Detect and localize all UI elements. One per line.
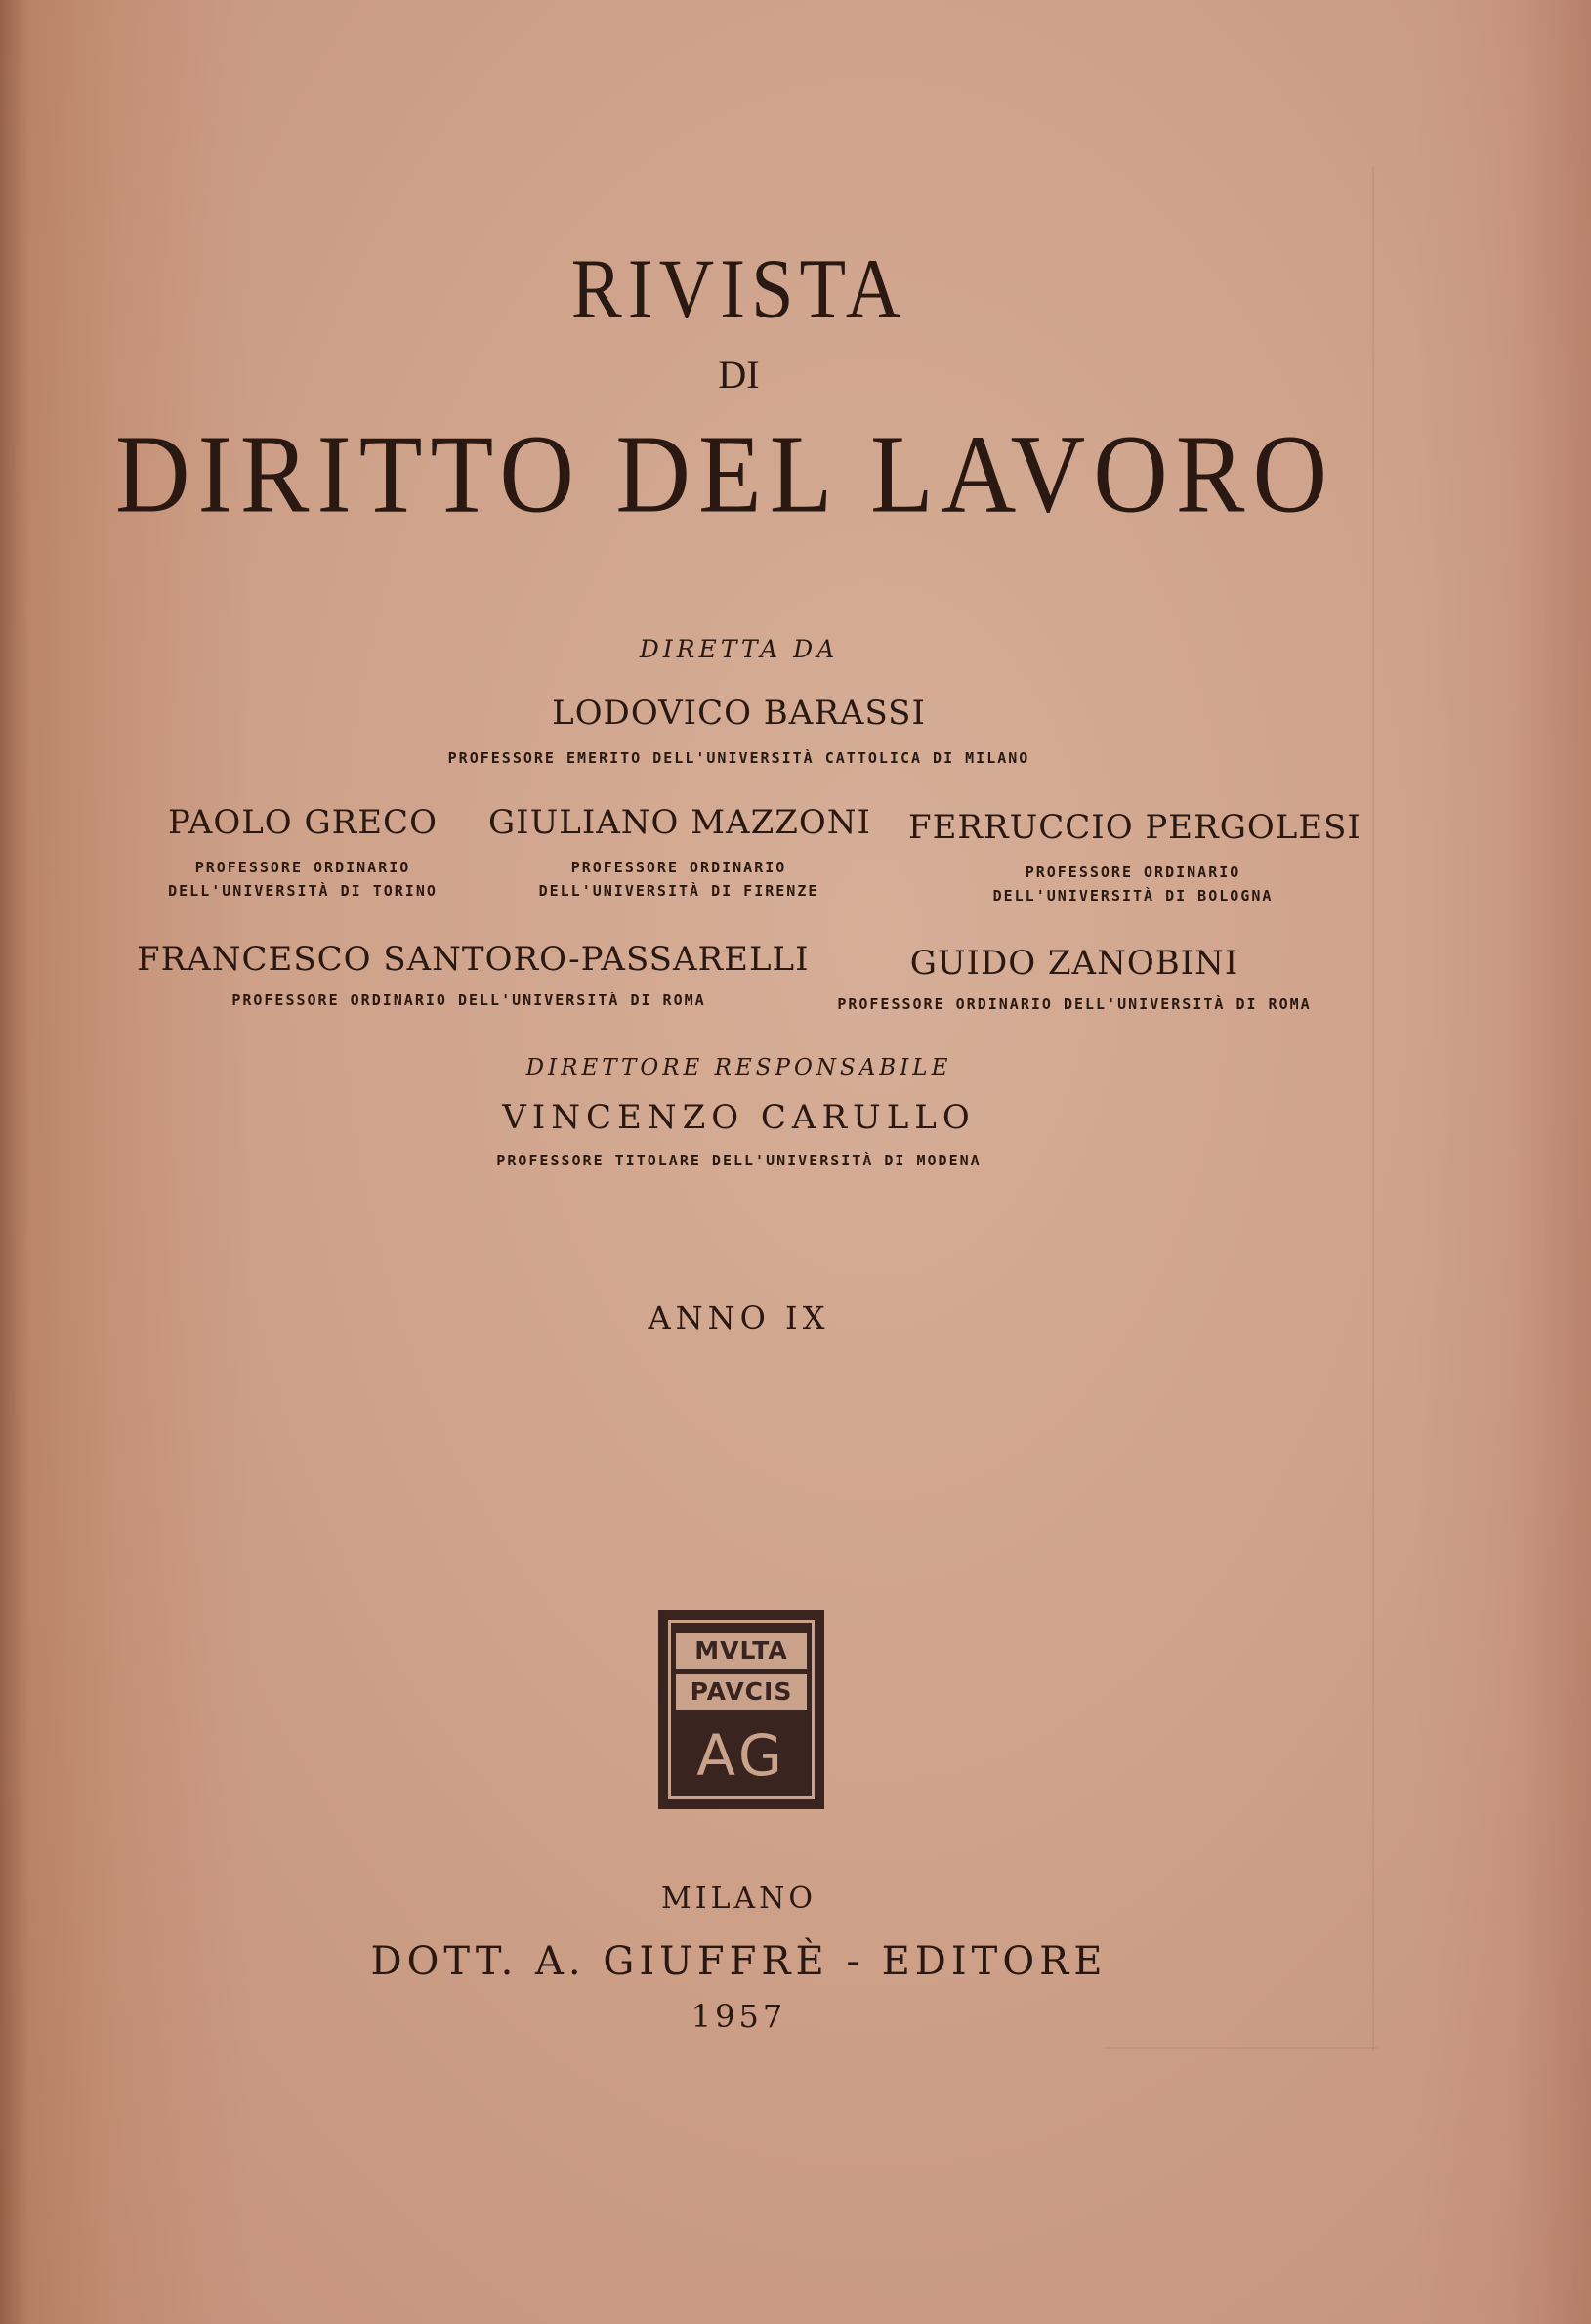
responsible-director-heading: DIRETTORE RESPONSABILE	[525, 1055, 952, 1080]
publisher-logo	[658, 1610, 824, 1809]
editor-affiliation	[908, 861, 1358, 908]
affiliation-line: PROFESSORE ORDINARIO	[570, 859, 787, 876]
editor-block	[801, 944, 1348, 1016]
imprint-year: 1957	[691, 1998, 787, 2035]
imprint-city: MILANO	[661, 1881, 816, 1916]
volume-year-label: ANNO IX	[648, 1299, 830, 1336]
logo-motto-line-2: PAVCIS	[676, 1674, 807, 1710]
affiliation-line: PROFESSORE ORDINARIO	[1025, 864, 1241, 881]
editor-block	[488, 803, 869, 903]
editor-name: GIULIANO MAZZONI	[488, 803, 871, 842]
lead-editor-name: LODOVICO BARASSI	[552, 694, 926, 733]
affiliation-line: DELL'UNIVERSITÀ DI BOLOGNA	[992, 887, 1274, 905]
journal-title-line-3: DIRITTO DEL LAVORO	[114, 412, 1336, 536]
editor-block	[137, 940, 810, 1012]
direction-heading: DIRETTA DA	[639, 635, 839, 663]
editor-block	[908, 808, 1361, 908]
editor-block	[137, 803, 469, 903]
editor-affiliation	[488, 856, 869, 903]
responsible-director-name: VINCENZO CARULLO	[502, 1098, 976, 1137]
lead-editor-affiliation: PROFESSORE EMERITO DELL'UNIVERSITÀ CATTOLICA DI MILANO	[447, 749, 1030, 767]
affiliation-line: DELL'UNIVERSITÀ DI TORINO	[168, 882, 438, 900]
editor-affiliation: PROFESSORE ORDINARIO DELL'UNIVERSITÀ DI ROMA	[837, 995, 1312, 1013]
editor-name: GUIDO ZANOBINI	[909, 944, 1239, 983]
journal-title-line-1: RIVISTA	[570, 240, 907, 336]
journal-title-line-2: DI	[718, 353, 760, 397]
editor-name: PAOLO GRECO	[168, 803, 438, 842]
editor-name: FRANCESCO SANTORO-PASSARELLI	[137, 940, 810, 979]
logo-monogram: AG	[696, 1722, 786, 1789]
editor-affiliation	[137, 856, 469, 903]
responsible-director-affiliation: PROFESSORE TITOLARE DELL'UNIVERSITÀ DI MODENA	[496, 1152, 982, 1169]
affiliation-line: PROFESSORE ORDINARIO	[194, 859, 411, 876]
editor-name: FERRUCCIO PERGOLESI	[908, 808, 1361, 847]
imprint-publisher: DOTT. A. GIUFFRÈ - EDITORE	[370, 1939, 1108, 1984]
logo-motto-line-1: MVLTA	[676, 1633, 807, 1669]
verso-show-through-rule-horizontal	[1104, 2047, 1377, 2049]
affiliation-line: DELL'UNIVERSITÀ DI FIRENZE	[538, 882, 819, 900]
editor-affiliation: PROFESSORE ORDINARIO DELL'UNIVERSITÀ DI ROMA	[231, 992, 706, 1009]
